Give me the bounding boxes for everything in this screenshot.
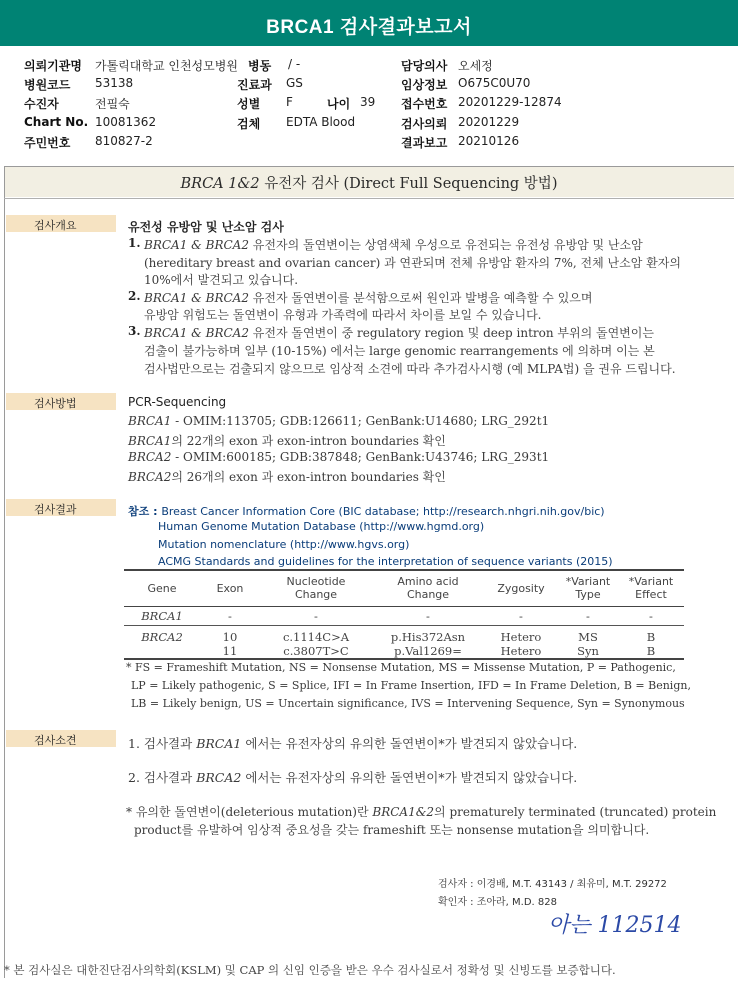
- specimen-label: 검체: [237, 117, 261, 131]
- department-label: 진료과: [237, 78, 272, 92]
- finding-line-1: 1. 검사결과 BRCA1 에서는 유전자상의 유의한 돌연변이*가 발견되지 않았습니다.: [128, 736, 578, 751]
- age-value: 39: [360, 95, 376, 109]
- finding-note-line-1: * 유의한 돌연변이(deleterious mutation)란 BRCA1&2의 prematurely terminated (truncated) protein: [126, 805, 717, 819]
- reference-line-2: Human Genome Mutation Database (http://www.hgmd.org): [158, 520, 485, 533]
- overview-item-1-line-2: (hereditary breast and ovarian cancer) 과 연관되며 전체 유방암 환자의 7%, 전체 난소암 환자의: [144, 256, 681, 270]
- report-date-label: 결과보고: [401, 136, 448, 150]
- variant-table: [124, 569, 684, 660]
- overview-item-1-line-3: 10%에서 발견되고 있습니다.: [144, 273, 299, 287]
- section-label-overview: 검사개요: [6, 215, 116, 232]
- col-header-variant-type: *Variant Type: [558, 570, 618, 606]
- institution-label: 의뢰기관명: [24, 59, 82, 73]
- document-heading-gene: BRCA 1&2: [180, 176, 260, 192]
- accreditation-footer: * 본 검사실은 대한진단검사의학회(KSLM) 및 CAP 의 신임 인증을 받은 우수 검사실로서 정확성 및 신빙도를 보증합니다.: [4, 963, 616, 977]
- department-value: GS: [286, 76, 303, 90]
- clinical-info-label: 임상정보: [401, 78, 448, 92]
- reference-line-4: ACMG Standards and guidelines for the interpretation of sequence variants (2015): [158, 555, 613, 568]
- method-line-1: BRCA1 - OMIM:113705; GDB:126611; GenBank:U14680; LRG_292t1: [128, 414, 550, 428]
- ward-value: / -: [288, 57, 301, 71]
- request-date-value: 20201229: [458, 115, 520, 129]
- overview-item-1-num: 1.: [128, 236, 141, 250]
- overview-item-3-line-1: BRCA1 & BRCA2 유전자 돌연변이 중 regulatory region 및 deep intron 부위의 돌연변이는: [144, 326, 654, 340]
- resident-no-label: 주민번호: [24, 136, 71, 150]
- method-line-4: BRCA2의 26개의 exon 과 exon-intron boundaries 확인: [128, 470, 446, 484]
- report-date-value: 20210126: [458, 134, 520, 148]
- patient-value: 전필숙: [95, 97, 130, 111]
- doctor-value: 오세정: [458, 59, 493, 73]
- section-label-findings: 검사소견: [6, 730, 116, 747]
- overview-item-2-line-2: 유방암 위험도는 돌연변이 유형과 가족력에 따라서 차이를 보일 수 있습니다.: [144, 308, 542, 322]
- reference-line-1: 참조 : Breast Cancer Information Core (BIC database; http://research.nhgri.nih.gov/bic): [128, 505, 605, 518]
- chart-no-label: Chart No.: [24, 115, 89, 129]
- finding-note-line-2: product를 유발하여 임상적 중요성을 갖는 frameshift 또는 nonsense mutation을 의미합니다.: [134, 823, 650, 837]
- patient-label: 수진자: [24, 97, 59, 111]
- reference-line-3: Mutation nomenclature (http://www.hgvs.org): [158, 538, 410, 551]
- receipt-no-value: 20201229-12874: [458, 95, 562, 109]
- chart-no-value: 10081362: [95, 115, 157, 129]
- col-header-nucleotide: Nucleotide Change: [260, 570, 372, 606]
- col-header-exon: Exon: [200, 570, 260, 606]
- overview-item-3-num: 3.: [128, 324, 141, 338]
- method-line-3: BRCA2 - OMIM:600185; GDB:387848; GenBank:U43746; LRG_293t1: [128, 450, 550, 464]
- document-heading-text: 유전자 검사 (Direct Full Sequencing 방법): [259, 176, 558, 192]
- overview-item-2-num: 2.: [128, 289, 141, 303]
- overview-item-3-line-3: 검사법만으로는 검출되지 않으므로 임상적 소견에 따라 추가검사시행 (예 MLPA법) 을 권유 드립니다.: [144, 362, 676, 376]
- col-header-amino-acid: Amino acid Change: [372, 570, 484, 606]
- overview-item-1-line-1: BRCA1 & BRCA2 유전자의 돌연변이는 상염색체 우성으로 유전되는 유전성 유방암 및 난소암: [144, 238, 643, 252]
- sex-value: F: [286, 95, 293, 109]
- specimen-value: EDTA Blood: [286, 115, 356, 129]
- col-header-gene: Gene: [124, 570, 200, 606]
- document-heading: [0, 172, 738, 193]
- report-title-bar: [0, 0, 738, 46]
- table-row: 11 c.3807T>C p.Val1269= Hetero Syn B: [124, 644, 684, 659]
- hospital-code-label: 병원코드: [24, 78, 71, 92]
- overview-title: 유전성 유방암 및 난소암 검사: [128, 220, 284, 234]
- hospital-code-value: 53138: [95, 76, 134, 90]
- heading-divider: [4, 198, 734, 199]
- overview-item-3-line-2: 검출이 불가능하며 일부 (10-15%) 에서는 large genomic rearrangements 에 의하며 이는 본: [144, 344, 655, 358]
- legend-line-2: LP = Likely pathogenic, S = Splice, IFI = In Frame Insertion, IFD = In Frame Deletion, B = Benign,: [131, 679, 691, 692]
- clinical-info-value: O675C0U70: [458, 76, 531, 90]
- section-label-method: 검사방법: [6, 393, 116, 410]
- table-row: BRCA1 - - - - - -: [124, 606, 684, 625]
- handwritten-signature: 아는 112514: [548, 913, 682, 938]
- resident-no-value: 810827-2: [95, 134, 153, 148]
- ward-label: 병동: [248, 59, 272, 73]
- method-title: PCR-Sequencing: [128, 395, 227, 409]
- doctor-label: 담당의사: [401, 59, 448, 73]
- confirmer-signature: 확인자 : 조아라, M.D. 828: [438, 897, 557, 908]
- receipt-no-label: 접수번호: [401, 97, 448, 111]
- sex-label: 성별: [237, 97, 261, 111]
- report-title: BRCA1 검사결과보고서: [266, 17, 472, 38]
- request-date-label: 검사의뢰: [401, 117, 448, 131]
- legend-line-1: * FS = Frameshift Mutation, NS = Nonsense Mutation, MS = Missense Mutation, P = Pathogenic,: [126, 661, 676, 674]
- col-header-variant-effect: *Variant Effect: [618, 570, 684, 606]
- table-row: BRCA2 10 c.1114C>A p.His372Asn Hetero MS B: [141, 629, 656, 644]
- overview-item-2-line-1: BRCA1 & BRCA2 유전자 돌연변이를 분석함으로써 원인과 발병을 예측할 수 있으며: [144, 291, 593, 305]
- institution-value: 가톨릭대학교 인천성모병원: [95, 59, 238, 73]
- col-header-zygosity: Zygosity: [484, 570, 558, 606]
- variant-table-header: [124, 570, 684, 606]
- section-label-result: 검사결과: [6, 499, 116, 516]
- method-line-2: BRCA1의 22개의 exon 과 exon-intron boundaries 확인: [128, 434, 446, 448]
- age-label: 나이: [327, 97, 351, 111]
- finding-line-2: 2. 검사결과 BRCA2 에서는 유전자상의 유의한 돌연변이*가 발견되지 않았습니다.: [128, 770, 578, 785]
- legend-line-3: LB = Likely benign, US = Uncertain significance, IVS = Intervening Sequence, Syn = Synonymous: [131, 697, 685, 710]
- tester-signature: 검사자 : 이경배, M.T. 43143 / 최유미, M.T. 29272: [438, 879, 667, 890]
